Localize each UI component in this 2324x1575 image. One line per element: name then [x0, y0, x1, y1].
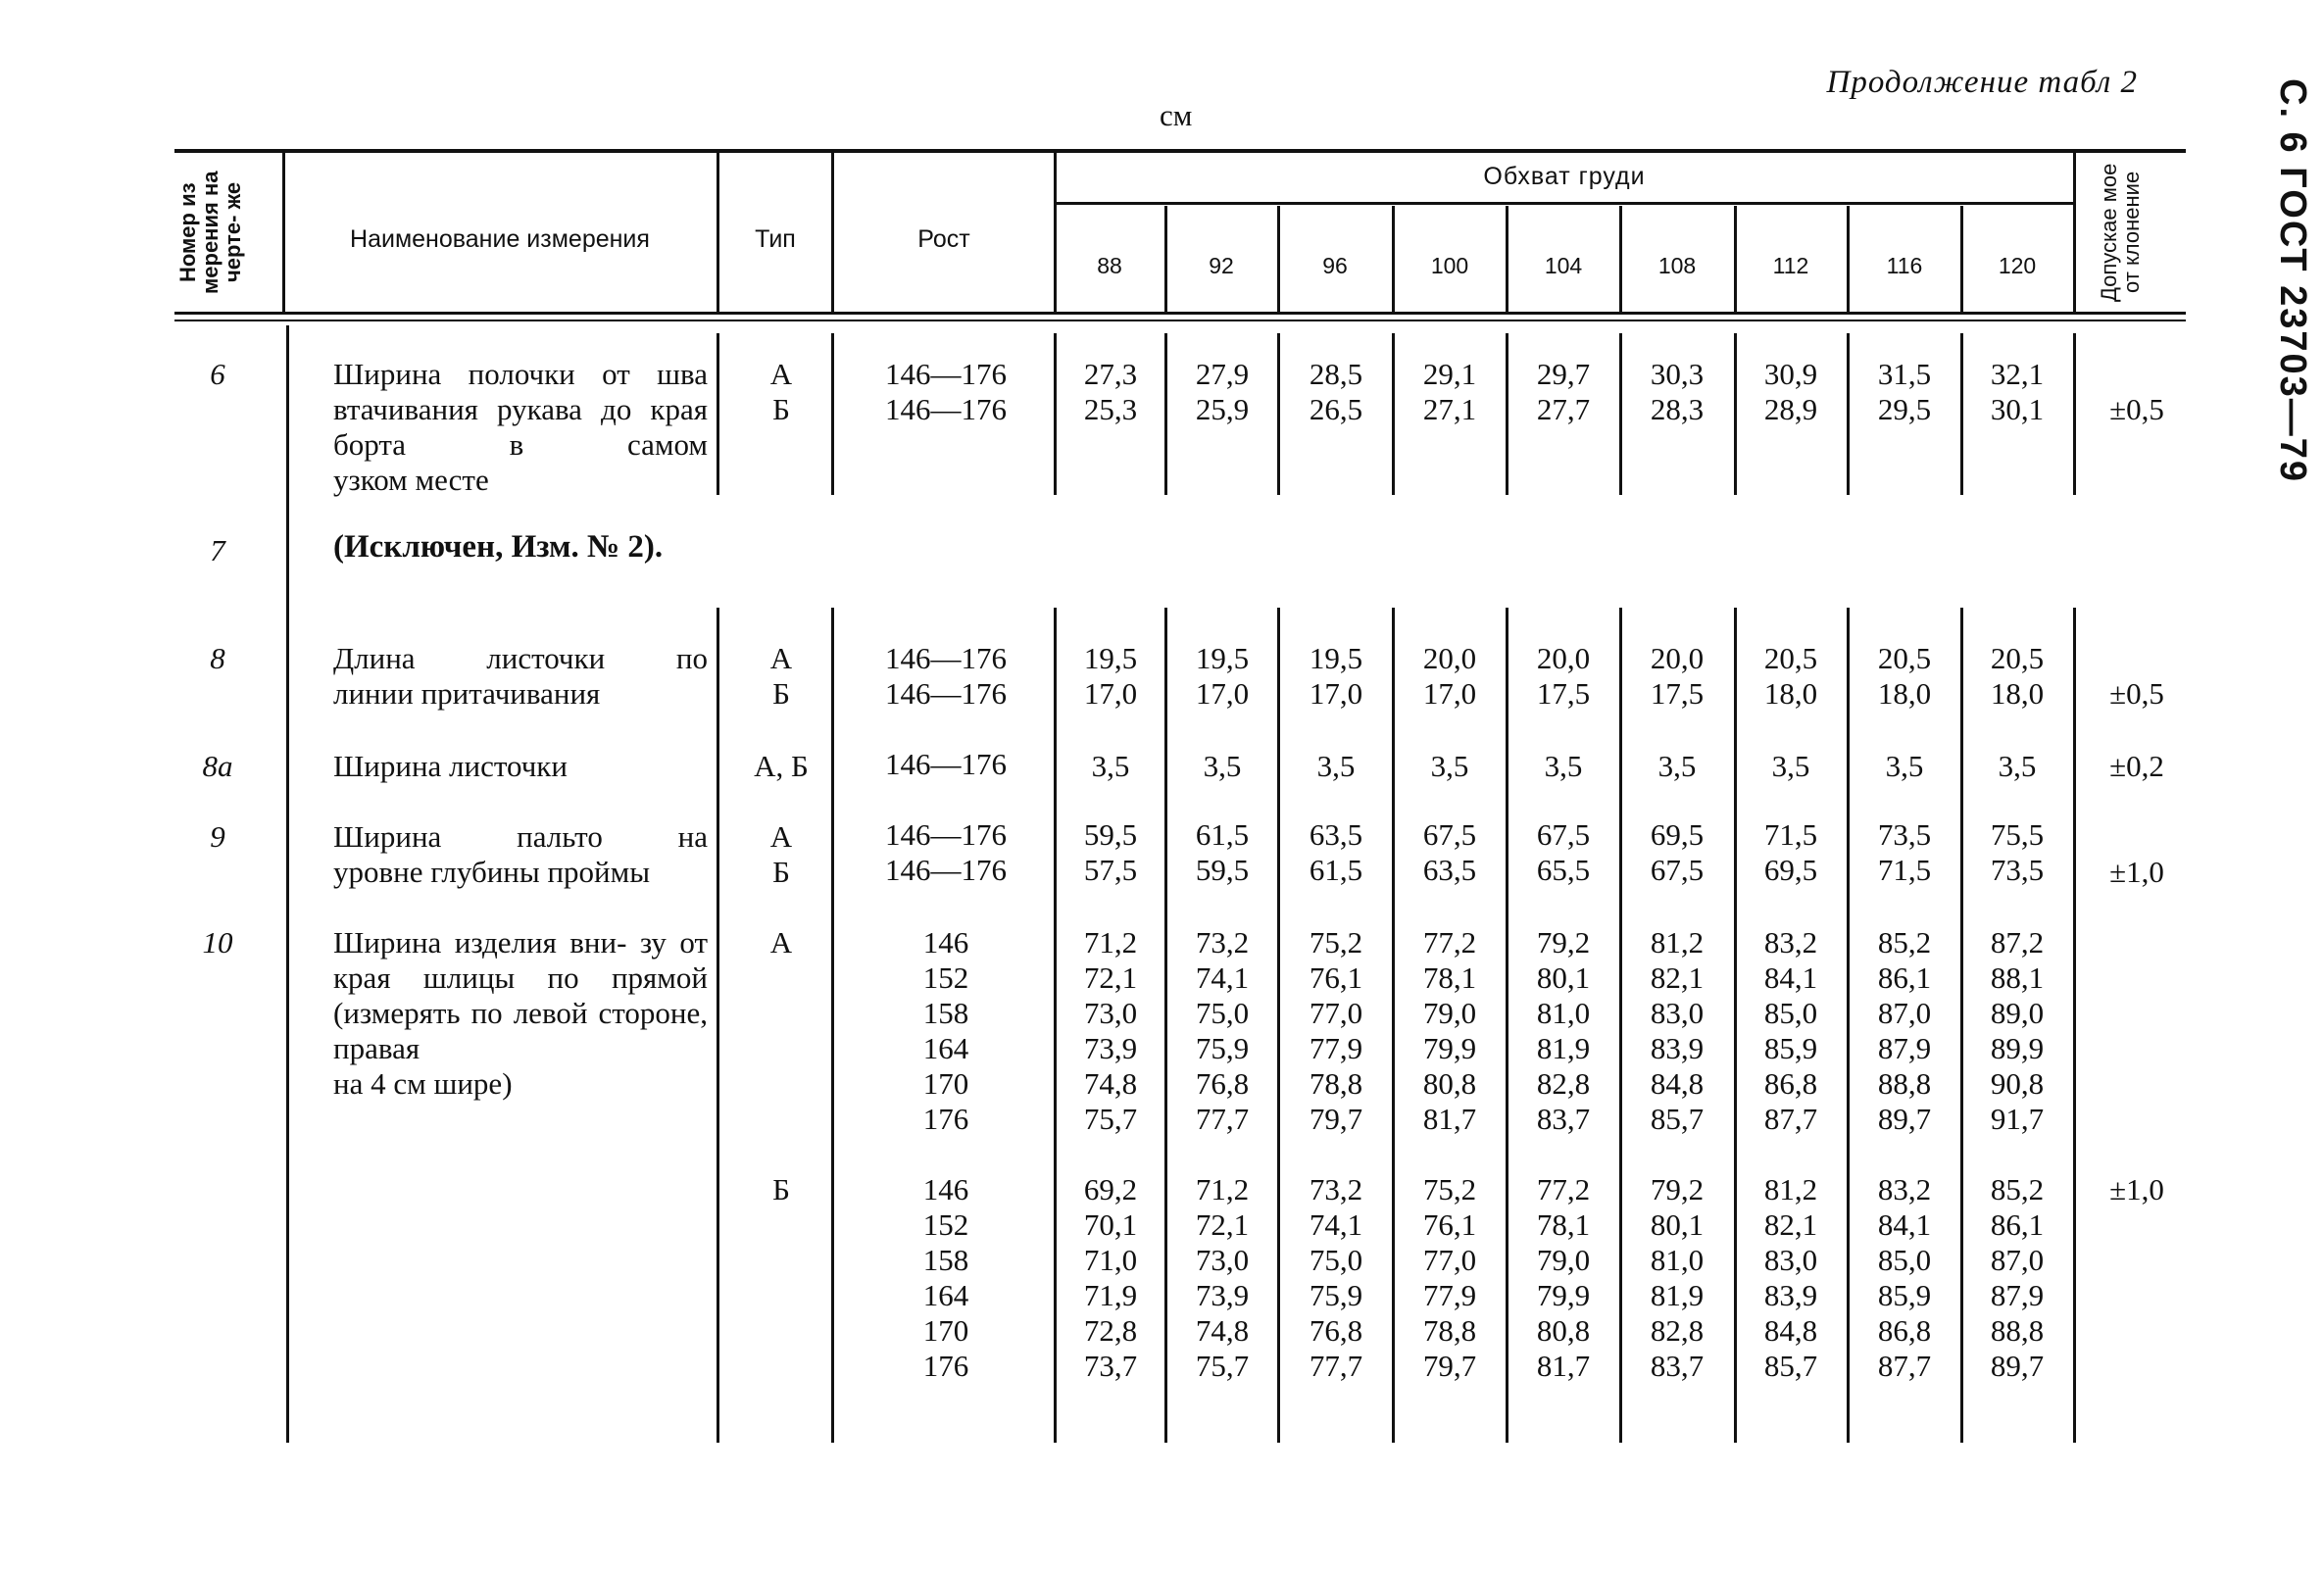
type-cell [727, 819, 835, 890]
girth-value-cell: 29,5 [1877, 392, 1932, 426]
girth-header-116: 116 [1886, 253, 1923, 278]
header-measurement-number: Номер из мерения на черте- же [175, 171, 245, 294]
measurement-name [333, 819, 708, 890]
measurement-name [333, 641, 708, 712]
standard-reference: С. 6 ГОСТ 23703—79 [2272, 78, 2313, 484]
header-measurement-name: Наименование измерения [350, 225, 650, 253]
girth-header-112: 112 [1772, 253, 1809, 278]
body-divider [1506, 608, 1508, 1443]
body-divider [1619, 608, 1622, 1443]
girth-value-cell: 75,7 [1195, 1349, 1250, 1383]
girth-value-cell: 27,3 [1083, 357, 1138, 391]
body-divider [1164, 608, 1167, 1443]
body-divider [831, 608, 834, 1443]
girth-value-cell: 73,0 [1195, 1243, 1250, 1277]
measurement-name [333, 749, 708, 784]
girth-header-88: 88 [1097, 253, 1122, 278]
measurement-name-text: Ширина изделия вни- зу от края шлицы по прямой (измерять по левой стороне, правая [333, 925, 708, 1065]
girth-value-cell: 81,7 [1422, 1102, 1477, 1136]
height-value: 146—176 [885, 641, 1007, 675]
girth-value-cell: 63,5 [1309, 817, 1363, 852]
girth-value-cell: 79,0 [1422, 996, 1477, 1030]
measurement-number: 7 [210, 533, 225, 567]
header-divider [1277, 206, 1280, 312]
girth-value-cell: 30,3 [1650, 357, 1705, 391]
girth-value-cell: 28,9 [1763, 392, 1818, 426]
girth-value-cell: 32,1 [1990, 357, 2045, 391]
girth-value-cell: 80,8 [1536, 1313, 1591, 1348]
girth-value-cell: 84,8 [1763, 1313, 1818, 1348]
girth-value-cell: 77,2 [1422, 925, 1477, 960]
girth-value-cell: 73,9 [1195, 1278, 1250, 1312]
girth-value-cell: 79,9 [1422, 1031, 1477, 1065]
body-divider [2073, 333, 2076, 495]
height-cell [843, 817, 1049, 888]
measurement-name [333, 925, 708, 1102]
header-divider [1734, 206, 1737, 312]
girth-value-cell: 30,9 [1763, 357, 1818, 391]
girth-value-cell: 79,7 [1309, 1102, 1363, 1136]
height-value: 146—176 [885, 817, 1007, 852]
girth-value-cell: 88,8 [1877, 1066, 1932, 1101]
girth-value-cell: 3,5 [1998, 749, 2037, 783]
girth-value-cell: 83,0 [1763, 1243, 1818, 1277]
header-divider [1847, 206, 1850, 312]
height-cell [843, 747, 1049, 782]
girth-value-cell: 20,0 [1536, 641, 1591, 675]
girth-value-cell: 90,8 [1990, 1066, 2045, 1101]
measurement-name-text: Ширина пальто на [333, 819, 708, 854]
girth-value-cell: 81,9 [1536, 1031, 1591, 1065]
measurement-name [333, 357, 708, 498]
girth-value-cell: 17,5 [1650, 676, 1705, 711]
header-divider [1619, 206, 1622, 312]
body-divider [1847, 608, 1850, 1443]
girth-value-cell: 76,1 [1422, 1207, 1477, 1242]
girth-value-cell: 74,1 [1309, 1207, 1363, 1242]
girth-value-cell: 87,9 [1990, 1278, 2045, 1312]
body-divider [1164, 333, 1167, 495]
girth-header-96: 96 [1322, 253, 1348, 278]
girth-value-cell: 20,5 [1877, 641, 1932, 675]
girth-value-cell: 3,5 [1430, 749, 1469, 783]
girth-value-cell: 19,5 [1083, 641, 1138, 675]
tolerance-value: ±0,2 [2109, 749, 2164, 783]
measurement-number: 8 [210, 641, 225, 675]
girth-value-cell: 77,9 [1309, 1031, 1363, 1065]
tolerance-value: ±0,5 [2109, 392, 2164, 426]
girth-value-cell: 87,9 [1877, 1031, 1932, 1065]
girth-value-cell: 79,2 [1650, 1172, 1705, 1206]
girth-value-cell: 88,8 [1990, 1313, 2045, 1348]
type-value: А [769, 925, 793, 960]
girth-value-cell: 82,8 [1650, 1313, 1705, 1348]
girth-value-cell: 79,7 [1422, 1349, 1477, 1383]
girth-value-cell: 78,1 [1536, 1207, 1591, 1242]
measurement-number: 8а [202, 749, 233, 783]
height-value: 164 [922, 1278, 969, 1312]
girth-value-cell: 81,9 [1650, 1278, 1705, 1312]
height-value: 146—176 [885, 676, 1007, 711]
girth-value-cell: 72,8 [1083, 1313, 1138, 1348]
girth-value-cell: 82,8 [1536, 1066, 1591, 1101]
girth-value-cell: 17,5 [1536, 676, 1591, 711]
girth-value-cell: 77,7 [1195, 1102, 1250, 1136]
header-divider [1960, 206, 1963, 312]
girth-value-cell: 84,1 [1877, 1207, 1932, 1242]
girth-value-cell: 83,2 [1763, 925, 1818, 960]
girth-value-cell: 61,5 [1195, 817, 1250, 852]
girth-value-cell: 82,1 [1763, 1207, 1818, 1242]
type-value: Б [772, 392, 790, 426]
girth-value-cell: 83,7 [1536, 1102, 1591, 1136]
girth-value-cell: 19,5 [1309, 641, 1363, 675]
girth-value-cell: 77,9 [1422, 1278, 1477, 1312]
girth-value-cell: 75,9 [1309, 1278, 1363, 1312]
girth-value-cell: 76,8 [1195, 1066, 1250, 1101]
girth-value-cell: 3,5 [1544, 749, 1583, 783]
girth-value-cell: 25,9 [1195, 392, 1250, 426]
girth-value-cell: 20,5 [1990, 641, 2045, 675]
girth-value-cell: 29,1 [1422, 357, 1477, 391]
measurement-number: 10 [202, 925, 233, 960]
body-divider [717, 333, 719, 495]
girth-value-cell: 75,0 [1195, 996, 1250, 1030]
girth-value-cell: 91,7 [1990, 1102, 2045, 1136]
body-divider [1847, 333, 1850, 495]
type-value: А, Б [754, 749, 809, 783]
girth-value-cell: 77,0 [1309, 996, 1363, 1030]
girth-value-cell: 18,0 [1763, 676, 1818, 711]
body-divider [286, 325, 289, 1443]
body-divider [1392, 333, 1395, 495]
girth-value-cell: 75,5 [1990, 817, 2045, 852]
girth-value-cell: 73,7 [1083, 1349, 1138, 1383]
girth-value-cell: 80,1 [1536, 960, 1591, 995]
header-divider [1164, 206, 1167, 312]
girth-value-cell: 89,0 [1990, 996, 2045, 1030]
girth-value-cell: 88,1 [1990, 960, 2045, 995]
height-value: 152 [922, 1207, 969, 1242]
girth-value-cell: 18,0 [1877, 676, 1932, 711]
girth-value-cell: 78,8 [1422, 1313, 1477, 1348]
girth-value-cell: 89,7 [1877, 1102, 1932, 1136]
girth-value-cell: 87,0 [1990, 1243, 2045, 1277]
girth-value-cell: 67,5 [1422, 817, 1477, 852]
measurement-number: 9 [210, 819, 225, 854]
height-cell [843, 925, 1049, 1137]
height-value: 146—176 [885, 747, 1007, 781]
girth-value-cell: 77,2 [1536, 1172, 1591, 1206]
girth-value-cell: 89,9 [1990, 1031, 2045, 1065]
girth-value-cell: 73,5 [1877, 817, 1932, 852]
girth-value-cell: 85,7 [1650, 1102, 1705, 1136]
header-bottom-rule-2 [174, 320, 2186, 321]
height-value: 146 [922, 925, 969, 960]
measurement-name-last-line: Ширина листочки [333, 749, 568, 783]
girth-header-108: 108 [1657, 253, 1697, 278]
type-value: А [769, 357, 793, 391]
girth-value-cell: 83,9 [1763, 1278, 1818, 1312]
girth-value-cell: 20,0 [1422, 641, 1477, 675]
height-value: 146 [922, 1172, 969, 1206]
girth-value-cell: 73,2 [1309, 1172, 1363, 1206]
girth-value-cell: 74,1 [1195, 960, 1250, 995]
girth-value-cell: 17,0 [1195, 676, 1250, 711]
girth-value-cell: 80,8 [1422, 1066, 1477, 1101]
girth-value-cell: 85,9 [1877, 1278, 1932, 1312]
header-divider [282, 153, 285, 312]
girth-value-cell: 75,2 [1309, 925, 1363, 960]
tolerance-value: ±0,5 [2109, 676, 2164, 711]
girth-value-cell: 71,2 [1083, 925, 1138, 960]
height-value: 146—176 [885, 392, 1007, 426]
girth-value-cell: 25,3 [1083, 392, 1138, 426]
girth-value-cell: 79,9 [1536, 1278, 1591, 1312]
height-value: 158 [922, 996, 969, 1030]
girth-value-cell: 3,5 [1657, 749, 1697, 783]
girth-value-cell: 83,7 [1650, 1349, 1705, 1383]
girth-header-120: 120 [1998, 253, 2037, 278]
girth-value-cell: 73,5 [1990, 853, 2045, 887]
type-cell [727, 641, 835, 712]
girth-value-cell: 85,2 [1877, 925, 1932, 960]
girth-value-cell: 26,5 [1309, 392, 1363, 426]
table-continuation-caption: Продолжение табл 2 [1826, 65, 2138, 100]
girth-value-cell: 85,7 [1763, 1349, 1818, 1383]
header-height: Рост [917, 225, 970, 253]
girth-value-cell: 59,5 [1195, 853, 1250, 887]
girth-value-cell: 17,0 [1309, 676, 1363, 711]
girth-value-cell: 87,7 [1877, 1349, 1932, 1383]
girth-value-cell: 67,5 [1650, 853, 1705, 887]
girth-value-cell: 69,2 [1083, 1172, 1138, 1206]
type-value: Б [772, 1172, 790, 1206]
girth-value-cell: 18,0 [1990, 676, 2045, 711]
measurement-name-last-line: уровне глубины проймы [333, 855, 651, 889]
height-value: 146—176 [885, 853, 1007, 887]
measurement-number: 6 [210, 357, 225, 391]
girth-value-cell: 78,8 [1309, 1066, 1363, 1101]
girth-value-cell: 71,9 [1083, 1278, 1138, 1312]
girth-value-cell: 67,5 [1536, 817, 1591, 852]
height-value: 146—176 [885, 357, 1007, 391]
type-cell [727, 357, 835, 427]
girth-value-cell: 3,5 [1885, 749, 1924, 783]
girth-value-cell: 79,0 [1536, 1243, 1591, 1277]
height-value: 164 [922, 1031, 969, 1065]
girth-value-cell: 31,5 [1877, 357, 1932, 391]
height-value: 158 [922, 1243, 969, 1277]
girth-value-cell: 81,0 [1536, 996, 1591, 1030]
girth-value-cell: 3,5 [1091, 749, 1130, 783]
body-divider [1277, 333, 1280, 495]
girth-value-cell: 74,8 [1083, 1066, 1138, 1101]
girth-value-cell: 74,8 [1195, 1313, 1250, 1348]
girth-value-cell: 17,0 [1083, 676, 1138, 711]
header-bottom-rule [174, 312, 2186, 315]
girth-value-cell: 75,2 [1422, 1172, 1477, 1206]
girth-value-cell: 83,9 [1650, 1031, 1705, 1065]
girth-value-cell: 82,1 [1650, 960, 1705, 995]
girth-value-cell: 85,0 [1877, 1243, 1932, 1277]
girth-value-cell: 85,2 [1990, 1172, 2045, 1206]
height-cell [843, 641, 1049, 712]
header-divider [831, 153, 834, 312]
girth-value-cell: 28,3 [1650, 392, 1705, 426]
girth-value-cell: 87,2 [1990, 925, 2045, 960]
height-value: 152 [922, 960, 969, 995]
girth-value-cell: 59,5 [1083, 817, 1138, 852]
type-value: А [769, 819, 793, 854]
girth-value-cell: 81,7 [1536, 1349, 1591, 1383]
tolerance-value: ±1,0 [2109, 1172, 2164, 1206]
girth-value-cell: 73,2 [1195, 925, 1250, 960]
girth-value-cell: 85,9 [1763, 1031, 1818, 1065]
girth-header-92: 92 [1209, 253, 1234, 278]
girth-value-cell: 30,1 [1990, 392, 2045, 426]
header-tolerance: Допускае мое от клонение [2097, 163, 2144, 302]
girth-value-cell: 71,2 [1195, 1172, 1250, 1206]
height-value: 176 [922, 1102, 969, 1136]
girth-value-cell: 81,2 [1763, 1172, 1818, 1206]
girth-header-104: 104 [1544, 253, 1583, 278]
girth-value-cell: 75,0 [1309, 1243, 1363, 1277]
measurement-name-last-line: линии притачивания [333, 676, 601, 711]
body-divider [1392, 608, 1395, 1443]
girth-value-cell: 61,5 [1309, 853, 1363, 887]
girth-value-cell: 70,1 [1083, 1207, 1138, 1242]
header-chest-girth: Обхват груди [1483, 163, 1646, 190]
girth-value-cell: 20,0 [1650, 641, 1705, 675]
type-value: Б [772, 676, 790, 711]
girth-value-cell: 86,8 [1763, 1066, 1818, 1101]
type-value: Б [772, 855, 790, 889]
girth-value-cell: 86,8 [1877, 1313, 1932, 1348]
girth-value-cell: 81,0 [1650, 1243, 1705, 1277]
height-value: 170 [922, 1313, 969, 1348]
body-divider [1619, 333, 1622, 495]
girth-value-cell: 3,5 [1771, 749, 1810, 783]
girth-value-cell: 77,7 [1309, 1349, 1363, 1383]
girth-value-cell: 84,1 [1763, 960, 1818, 995]
girth-value-cell: 73,9 [1083, 1031, 1138, 1065]
girth-value-cell: 75,7 [1083, 1102, 1138, 1136]
type-value: А [769, 641, 793, 675]
girth-value-cell: 84,8 [1650, 1066, 1705, 1101]
girth-value-cell: 72,1 [1195, 1207, 1250, 1242]
type-cell [727, 1172, 835, 1207]
measurement-name-text: Длина листочки по [333, 641, 708, 675]
header-divider [1506, 206, 1508, 312]
girth-value-cell: 69,5 [1763, 853, 1818, 887]
girth-value-cell: 71,0 [1083, 1243, 1138, 1277]
header-top-rule [174, 149, 2186, 153]
girth-value-cell: 81,2 [1650, 925, 1705, 960]
measurement-name-last-line: узком месте [333, 463, 489, 497]
girth-value-cell: 79,2 [1536, 925, 1591, 960]
header-divider [1392, 206, 1395, 312]
body-divider [2073, 608, 2076, 1443]
girth-value-cell: 83,0 [1650, 996, 1705, 1030]
body-divider [1277, 608, 1280, 1443]
body-divider [1506, 333, 1508, 495]
girth-value-cell: 87,0 [1877, 996, 1932, 1030]
girth-value-cell: 27,9 [1195, 357, 1250, 391]
excluded-note: (Исключен, Изм. № 2). [333, 529, 664, 565]
body-divider [717, 608, 719, 1443]
girth-group-rule [1054, 202, 2073, 205]
girth-value-cell: 20,5 [1763, 641, 1818, 675]
type-cell [727, 925, 835, 960]
girth-value-cell: 57,5 [1083, 853, 1138, 887]
measurement-name-last-line: на 4 см шире) [333, 1066, 513, 1101]
girth-value-cell: 19,5 [1195, 641, 1250, 675]
girth-value-cell: 73,0 [1083, 996, 1138, 1030]
type-cell [727, 749, 835, 784]
tolerance-value: ±1,0 [2109, 855, 2164, 889]
girth-value-cell: 76,1 [1309, 960, 1363, 995]
girth-value-cell: 17,0 [1422, 676, 1477, 711]
girth-value-cell: 75,9 [1195, 1031, 1250, 1065]
girth-value-cell: 69,5 [1650, 817, 1705, 852]
girth-value-cell: 72,1 [1083, 960, 1138, 995]
girth-value-cell: 29,7 [1536, 357, 1591, 391]
measurement-name-text: Ширина полочки от шва втачивания рукава до края борта в самом [333, 357, 708, 462]
girth-header-100: 100 [1430, 253, 1469, 278]
girth-value-cell: 87,7 [1763, 1102, 1818, 1136]
girth-value-cell: 27,7 [1536, 392, 1591, 426]
girth-value-cell: 65,5 [1536, 853, 1591, 887]
girth-value-cell: 86,1 [1877, 960, 1932, 995]
height-value: 176 [922, 1349, 969, 1383]
girth-value-cell: 3,5 [1203, 749, 1242, 783]
girth-value-cell: 28,5 [1309, 357, 1363, 391]
girth-value-cell: 71,5 [1877, 853, 1932, 887]
height-value: 170 [922, 1066, 969, 1101]
girth-value-cell: 80,1 [1650, 1207, 1705, 1242]
girth-value-cell: 76,8 [1309, 1313, 1363, 1348]
girth-value-cell: 3,5 [1316, 749, 1356, 783]
girth-value-cell: 86,1 [1990, 1207, 2045, 1242]
girth-value-cell: 71,5 [1763, 817, 1818, 852]
header-divider [2073, 153, 2076, 312]
girth-value-cell: 83,2 [1877, 1172, 1932, 1206]
header-type: Тип [755, 225, 796, 253]
girth-value-cell: 85,0 [1763, 996, 1818, 1030]
girth-value-cell: 89,7 [1990, 1349, 2045, 1383]
unit-label: см [1160, 98, 1193, 132]
header-divider [717, 153, 719, 312]
girth-value-cell: 27,1 [1422, 392, 1477, 426]
girth-value-cell: 78,1 [1422, 960, 1477, 995]
height-cell [843, 357, 1049, 427]
height-cell [843, 1172, 1049, 1384]
girth-value-cell: 63,5 [1422, 853, 1477, 887]
girth-value-cell: 77,0 [1422, 1243, 1477, 1277]
